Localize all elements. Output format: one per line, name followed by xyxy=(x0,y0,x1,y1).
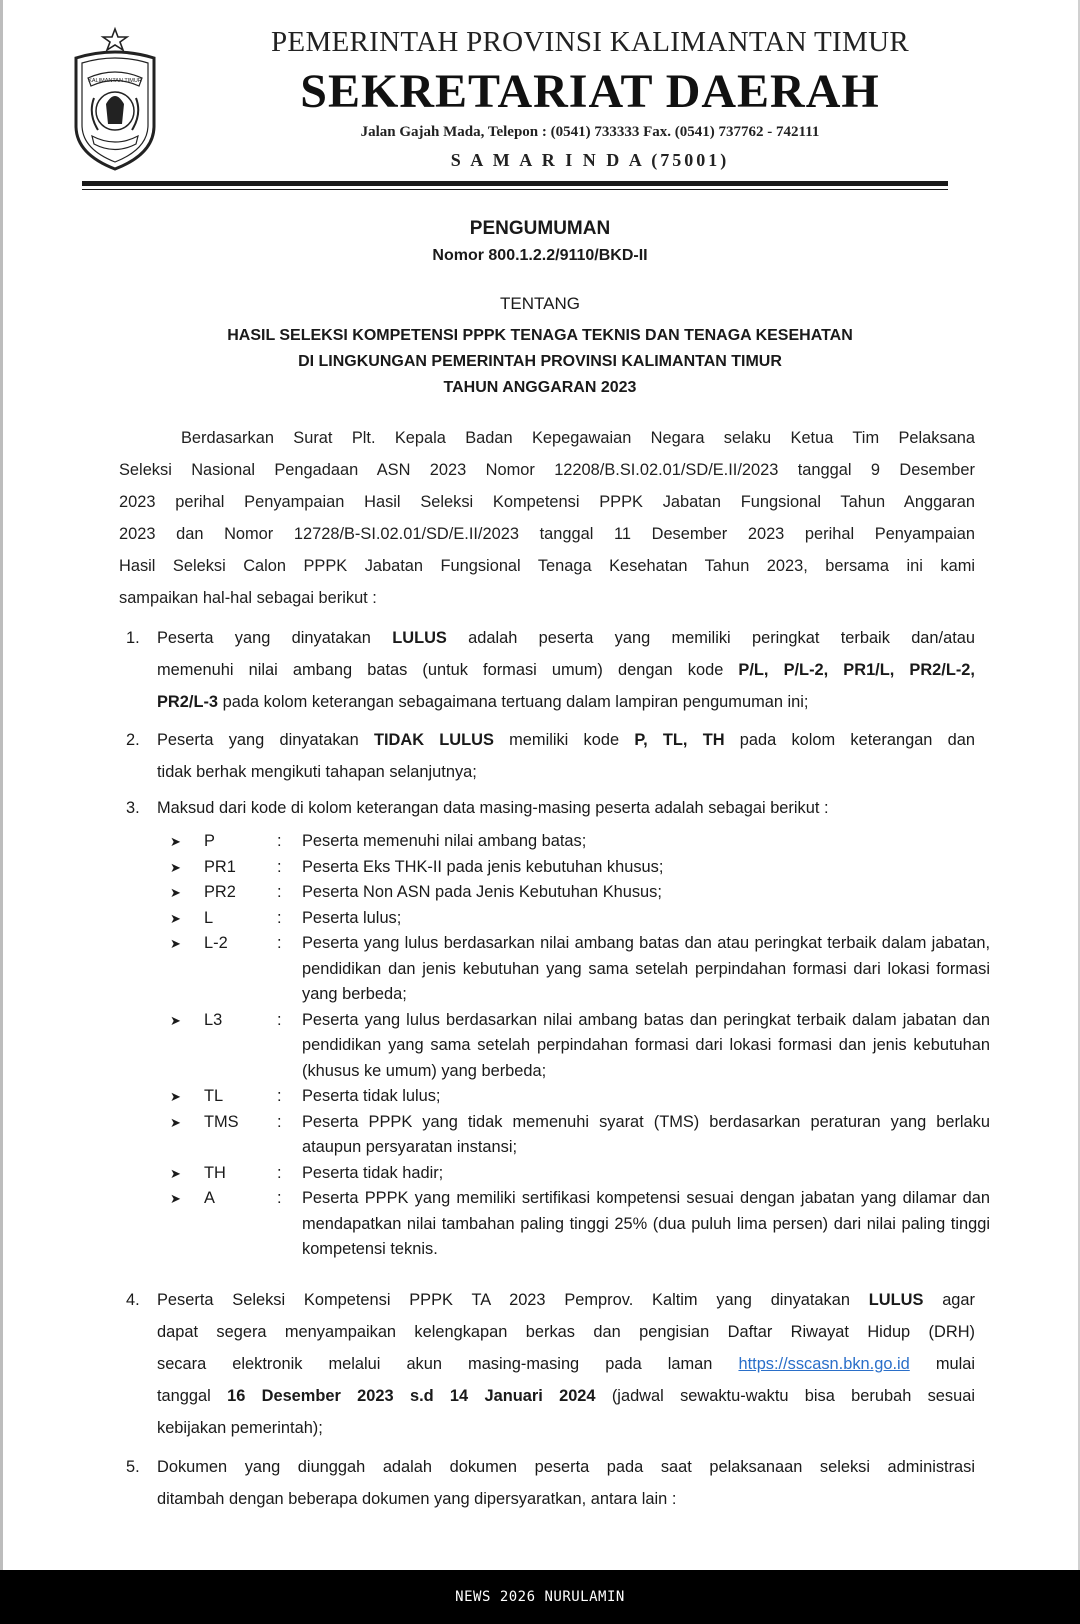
code-description: Peserta PPPK yang memiliki sertifikasi kompetensi sesuai dengan jabatan yang dilamar dan mendapatkan nilai tambahan paling tinggi 25% (dua puluh lima persen) dari nilai paling tinggi kompetensi teknis. xyxy=(302,1189,990,1258)
text-run: Peserta Seleksi Kompetensi PPPK TA 2023 Pemprov. Kaltim yang dinyatakan xyxy=(157,1291,869,1309)
text-run: pada kolom keterangan dan xyxy=(724,731,975,749)
letterhead-rule-thick xyxy=(82,181,948,186)
code-label: PR1 xyxy=(204,857,236,876)
code-row xyxy=(170,1084,990,1110)
announcement-subject-line-1: HASIL SELEKSI KOMPETENSI PPPK TENAGA TEKNIS DAN TENAGA KESEHATAN xyxy=(227,327,853,344)
code-label: L xyxy=(204,908,214,927)
text-run: pada kolom keterangan sebagaimana tertuang dalam lampiran pengumuman ini; xyxy=(218,693,809,711)
code-label: L-2 xyxy=(204,934,228,952)
code-label: TMS xyxy=(204,1112,239,1131)
announcement-title: PENGUMUMAN xyxy=(469,218,611,239)
code-description: Peserta memenuhi nilai ambang batas; xyxy=(302,832,587,850)
code-description: Peserta tidak lulus; xyxy=(302,1087,441,1105)
code-label: TH xyxy=(204,1163,226,1182)
intro-line: 2023 perihal Penyampaian Hasil Seleksi Kompetensi PPPK Jabatan Fungsional Tahun Anggaran xyxy=(119,493,975,511)
code-legend-list xyxy=(170,829,990,1263)
code-row xyxy=(170,880,990,906)
arrow-bullet-icon: ➤ xyxy=(170,1115,181,1131)
letterhead-rule-thin xyxy=(82,189,948,190)
code-separator: : xyxy=(277,934,282,952)
item-line xyxy=(157,1348,975,1380)
intro-line: Hasil Seleksi Calon PPPK Jabatan Fungsional Tenaga Kesehatan Tahun 2023, bersama ini kami xyxy=(119,557,975,575)
text-run: adalah peserta yang memiliki peringkat terbaik dan/atau xyxy=(446,629,975,647)
code-row xyxy=(170,1186,990,1263)
code-description: Peserta PPPK yang tidak memenuhi syarat (TMS) berdasarkan peraturan yang berlaku ataupun persyaratan instansi; xyxy=(302,1112,990,1156)
text-bold: P, TL, TH xyxy=(634,731,725,749)
code-separator: : xyxy=(277,1163,282,1182)
letterhead-government: PEMERINTAH PROVINSI KALIMANTAN TIMUR xyxy=(271,26,909,58)
arrow-bullet-icon: ➤ xyxy=(170,1192,181,1207)
code-description: Peserta yang lulus berdasarkan nilai ambang batas dan atau peringkat terbaik dalam jabatan, pendidikan dan jenis kebutuhan yang sama setelah perpindahan formasi dari lokasi formasi yang berbeda; xyxy=(302,934,990,1003)
arrow-bullet-icon: ➤ xyxy=(170,1013,181,1029)
item-line: Dokumen yang diunggah adalah dokumen peserta pada saat pelaksanaan seleksi administrasi xyxy=(157,1458,975,1476)
arrow-bullet-icon: ➤ xyxy=(170,1166,181,1182)
intro-line: 2023 dan Nomor 12728/B-SI.02.01/SD/E.II/2023 tanggal 11 Desember 2023 perihal Penyampaian xyxy=(119,525,975,543)
code-separator: : xyxy=(277,883,282,901)
text-bold: 16 Desember 2023 s.d 14 Januari 2024 xyxy=(227,1387,596,1405)
code-label: L3 xyxy=(204,1010,223,1029)
text-bold: PR2/L-3 xyxy=(157,693,219,711)
item-number: 5. xyxy=(126,1458,140,1476)
item-line xyxy=(157,1284,975,1316)
letterhead-city: S A M A R I N D A (75001) xyxy=(450,150,730,170)
text-bold: LULUS xyxy=(392,629,447,647)
item-number: 3. xyxy=(126,799,140,817)
letterhead-office: SEKRETARIAT DAERAH xyxy=(300,65,880,118)
kalimantan-timur-emblem-icon xyxy=(68,26,162,176)
item-number: 2. xyxy=(126,731,140,749)
page-left-edge xyxy=(0,0,3,1570)
code-separator: : xyxy=(277,857,282,876)
text-run: agar xyxy=(923,1291,975,1309)
sscasn-link[interactable]: https://sscasn.bkn.go.id xyxy=(738,1355,910,1373)
item-line: dapat segera menyampaikan kelengkapan berkas dan pengisian Daftar Riwayat Hidup (DRH) xyxy=(157,1323,975,1341)
announcement-tentang: TENTANG xyxy=(500,294,580,313)
code-row xyxy=(170,855,990,881)
item-line xyxy=(157,724,975,756)
intro-line: Berdasarkan Surat Plt. Kepala Badan Kepegawaian Negara selaku Ketua Tim Pelaksana xyxy=(181,429,975,447)
code-row xyxy=(170,829,990,855)
text-run: memiliki kode xyxy=(493,731,635,749)
text-run: mulai xyxy=(909,1355,975,1373)
announcement-subject-line-3: TAHUN ANGGARAN 2023 xyxy=(443,379,637,396)
code-separator: : xyxy=(277,1189,282,1207)
code-label: TL xyxy=(204,1087,224,1105)
code-row xyxy=(170,1161,990,1187)
code-separator: : xyxy=(277,1112,282,1131)
footer-watermark-text: NEWS 2026 NURULAMIN xyxy=(455,1589,625,1605)
letterhead-address: Jalan Gajah Mada, Telepon : (0541) 733333 Fax. (0541) 737762 - 742111 xyxy=(360,124,820,140)
text-run: (jadwal sewaktu-waktu bisa berubah sesuai xyxy=(595,1387,975,1405)
arrow-bullet-icon: ➤ xyxy=(170,860,181,876)
arrow-bullet-icon: ➤ xyxy=(170,937,181,952)
text-bold: TIDAK LULUS xyxy=(373,731,494,749)
code-row xyxy=(170,906,990,932)
arrow-bullet-icon: ➤ xyxy=(170,1090,181,1105)
intro-line: Seleksi Nasional Pengadaan ASN 2023 Nomor 12208/B.SI.02.01/SD/E.II/2023 tanggal 9 Desember xyxy=(119,461,975,479)
svg-text:KALIMANTAN TIMUR: KALIMANTAN TIMUR xyxy=(88,78,142,84)
code-description: Peserta tidak hadir; xyxy=(302,1163,444,1182)
arrow-bullet-icon: ➤ xyxy=(170,835,181,850)
item-number: 1. xyxy=(126,629,140,647)
item-line xyxy=(157,654,975,686)
text-bold: LULUS xyxy=(868,1291,924,1309)
item-line: kebijakan pemerintah); xyxy=(157,1419,323,1437)
text-run: Peserta yang dinyatakan xyxy=(157,731,374,749)
announcement-number: Nomor 800.1.2.2/9110/BKD-II xyxy=(432,247,648,264)
item-number: 4. xyxy=(126,1291,140,1309)
item-line xyxy=(157,622,975,654)
code-description: Peserta yang lulus berdasarkan nilai ambang batas dan peringkat terbaik dalam jabatan dan pendidikan yang sama setelah perpindahan formasi dari lokasi formasi dan jenis kebutuhan (khusus ke umum) yang berbeda; xyxy=(302,1010,990,1080)
intro-line: sampaikan hal-hal sebagai berikut : xyxy=(119,589,377,607)
code-label: A xyxy=(204,1189,215,1207)
arrow-bullet-icon: ➤ xyxy=(170,911,181,927)
code-description: Peserta Non ASN pada Jenis Kebutuhan Khusus; xyxy=(302,883,662,901)
item-line xyxy=(157,686,975,718)
item-line: Maksud dari kode di kolom keterangan data masing-masing peserta adalah sebagai berikut : xyxy=(157,799,829,817)
text-run: Peserta yang dinyatakan xyxy=(157,629,393,647)
text-run: memenuhi nilai ambang batas (untuk formasi umum) dengan kode xyxy=(157,661,739,679)
code-row xyxy=(170,931,990,1008)
arrow-bullet-icon: ➤ xyxy=(170,886,181,901)
item-line: ditambah dengan beberapa dokumen yang dipersyaratkan, antara lain : xyxy=(157,1490,677,1508)
code-label: P xyxy=(204,832,215,850)
text-run: tanggal xyxy=(157,1387,228,1405)
text-bold: P/L, P/L-2, PR1/L, PR2/L-2, xyxy=(738,661,975,679)
code-description: Peserta Eks THK-II pada jenis kebutuhan khusus; xyxy=(302,857,664,876)
code-separator: : xyxy=(277,908,282,927)
code-label: PR2 xyxy=(204,883,236,901)
announcement-subject-line-2: DI LINGKUNGAN PEMERINTAH PROVINSI KALIMANTAN TIMUR xyxy=(298,353,782,370)
code-separator: : xyxy=(277,1087,282,1105)
code-row xyxy=(170,1110,990,1161)
item-line: tidak berhak mengikuti tahapan selanjutnya; xyxy=(157,763,477,781)
code-separator: : xyxy=(277,832,282,850)
code-separator: : xyxy=(277,1010,282,1029)
text-run: secara elektronik melalui akun masing-masing pada laman xyxy=(157,1355,739,1373)
code-description: Peserta lulus; xyxy=(302,908,402,927)
item-line xyxy=(157,1380,975,1412)
intro-paragraph xyxy=(119,422,975,614)
code-row xyxy=(170,1008,990,1085)
